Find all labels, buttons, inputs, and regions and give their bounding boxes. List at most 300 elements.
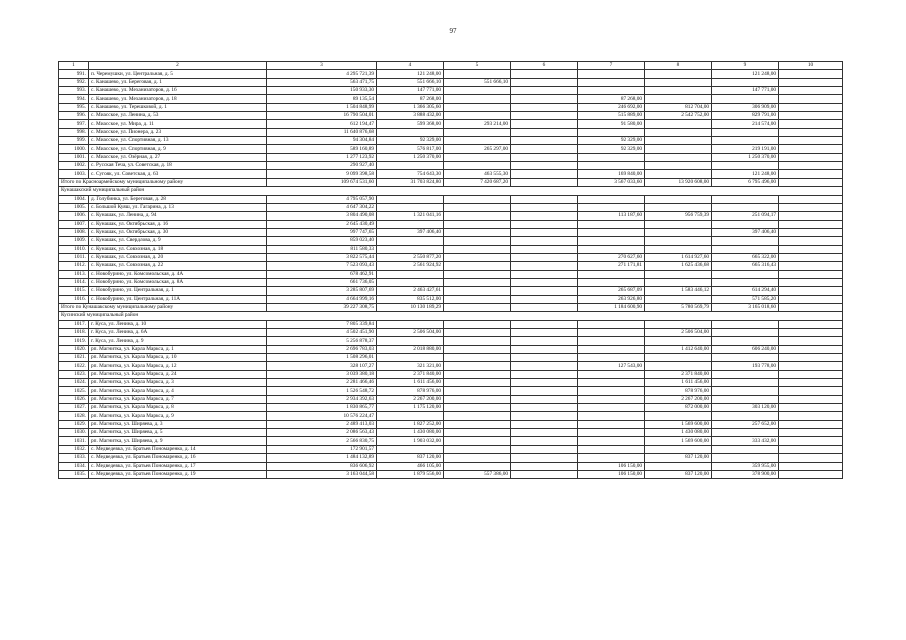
amount-cell (779, 112, 843, 120)
amount-cell (578, 404, 645, 412)
amount-cell: 397 406,40 (712, 228, 779, 236)
amount-cell (578, 345, 645, 353)
address-cell: д. Голубинка, ул. Береговая, д. 28 (89, 195, 267, 203)
amount-cell (444, 404, 511, 412)
address-cell: с. Кунашак, ул. Совхозная, д. 20 (89, 253, 267, 261)
amount-cell (779, 245, 843, 253)
amount-cell: 3 285 807,69 (267, 287, 377, 295)
table-row (59, 203, 843, 211)
amount-cell (779, 445, 843, 453)
amount-cell (444, 203, 511, 211)
row-number-cell: 992. (59, 78, 89, 86)
address-cell: с. Миасское, ул. Мира, д. 11 (89, 120, 267, 128)
amount-cell (712, 412, 779, 420)
address-cell: с. Миасское, ул. Спортивная, д. 13 (89, 137, 267, 145)
amount-cell (444, 253, 511, 261)
amount-cell: 1 484 132,89 (267, 454, 377, 462)
amount-cell: 571 585,20 (712, 295, 779, 303)
total-value-cell: 6 795 496,00 (712, 178, 779, 186)
amount-cell: 515 889,00 (578, 112, 645, 120)
amount-cell: 3 163 044,58 (267, 470, 377, 478)
amount-cell: 113 187,60 (578, 212, 645, 220)
amount-cell: 2 267 200,00 (645, 395, 712, 403)
amount-cell (444, 112, 511, 120)
amount-cell (779, 153, 843, 161)
amount-cell (645, 87, 712, 95)
column-number-header: 2 (89, 62, 267, 70)
amount-cell: 1 583 446,12 (645, 287, 712, 295)
amount-cell (645, 203, 712, 211)
address-cell: с. Канашево, ул. Механизаторов, д. 18 (89, 95, 267, 103)
amount-cell (444, 337, 511, 345)
amount-cell (511, 278, 578, 286)
amount-cell (444, 387, 511, 395)
amount-cell (712, 429, 779, 437)
amount-cell (712, 329, 779, 337)
amount-cell: 121 248,00 (712, 170, 779, 178)
amount-cell (511, 470, 578, 478)
amount-cell (712, 237, 779, 245)
table-row (59, 70, 843, 78)
amount-cell (444, 237, 511, 245)
amount-cell: 290 927,40 (267, 162, 377, 170)
table-row (59, 470, 843, 478)
address-cell: с. Канашево, ул. Береговая, д. 1 (89, 78, 267, 86)
amount-cell (511, 220, 578, 228)
table-row (59, 112, 843, 120)
amount-cell: 328 107,27 (267, 362, 377, 370)
amount-cell: 251 094,17 (712, 212, 779, 220)
address-cell: рп. Магнитка, ул. Карла Маркса, д. 3 (89, 379, 267, 387)
amount-cell (779, 287, 843, 295)
district-total-row (59, 178, 843, 186)
amount-cell: 563 471,75 (267, 78, 377, 86)
amount-cell: 94 304,84 (267, 137, 377, 145)
amount-cell: 2 506 504,00 (645, 329, 712, 337)
amount-cell (444, 220, 511, 228)
row-number-cell: 999. (59, 137, 89, 145)
amount-cell (779, 320, 843, 328)
amount-cell: 1 321 041,16 (377, 212, 444, 220)
amount-cell (645, 354, 712, 362)
address-cell: п. Черемушки, ул. Центральная, д. 5 (89, 70, 267, 78)
amount-cell (444, 345, 511, 353)
table-row (59, 212, 843, 220)
amount-cell (377, 354, 444, 362)
amount-cell: 551 666,10 (377, 78, 444, 86)
amount-cell: 121 248,00 (377, 70, 444, 78)
amount-cell (377, 320, 444, 328)
amount-cell (712, 270, 779, 278)
amount-cell (779, 87, 843, 95)
table-row (59, 329, 843, 337)
table-row (59, 345, 843, 353)
amount-cell: 1 250 370,00 (377, 153, 444, 161)
amount-cell: 872 000,00 (645, 404, 712, 412)
amount-cell (444, 162, 511, 170)
amount-cell: 2 086 563,43 (267, 429, 377, 437)
amount-cell (511, 212, 578, 220)
table-row (59, 228, 843, 236)
amount-cell (444, 429, 511, 437)
amount-cell (444, 370, 511, 378)
amount-cell (444, 437, 511, 445)
column-number-header: 10 (779, 62, 843, 70)
amount-cell (578, 195, 645, 203)
amount-cell: 1 430 080,00 (645, 429, 712, 437)
amount-cell (511, 445, 578, 453)
amount-cell (511, 462, 578, 470)
amount-cell: 837 120,00 (377, 454, 444, 462)
amount-cell (511, 120, 578, 128)
amount-cell (779, 78, 843, 86)
amount-cell (779, 295, 843, 303)
amount-cell: 678 462,91 (267, 270, 377, 278)
amount-cell (511, 420, 578, 428)
amount-cell: 321 321,00 (377, 362, 444, 370)
amount-cell (645, 445, 712, 453)
row-number-cell: 998. (59, 128, 89, 136)
amount-cell (511, 454, 578, 462)
amount-cell (511, 128, 578, 136)
amount-cell (645, 320, 712, 328)
amount-cell: 92 329,00 (377, 137, 444, 145)
amount-cell: 859 023,40 (267, 237, 377, 245)
amount-cell: 87 268,00 (578, 95, 645, 103)
address-cell: с. Новобурино, ул. Центральная, д. 1 (89, 287, 267, 295)
total-value-cell: 109 674 531,60 (267, 178, 377, 186)
amount-cell (645, 278, 712, 286)
amount-cell (511, 170, 578, 178)
row-number-cell: 1004. (59, 195, 89, 203)
amount-cell: 306 909,00 (712, 103, 779, 111)
amount-cell: 3 804 490,08 (267, 212, 377, 220)
total-value-cell: 1 184 600,90 (578, 303, 645, 311)
amount-cell (712, 354, 779, 362)
amount-cell: 754 643,30 (377, 170, 444, 178)
amount-cell: 1 277 123,92 (267, 153, 377, 161)
amount-cell (779, 203, 843, 211)
amount-cell: 1 827 252,00 (377, 420, 444, 428)
address-cell: с. Кунашак, ул. Октябрьская, д. 16 (89, 220, 267, 228)
table-row (59, 404, 843, 412)
amount-cell (645, 153, 712, 161)
amount-cell (511, 295, 578, 303)
amount-cell (511, 245, 578, 253)
amount-cell (377, 237, 444, 245)
amount-cell (645, 270, 712, 278)
address-cell: г. Куса, ул. Ленина, д. 6А (89, 329, 267, 337)
address-cell: с. Новобурино, ул. Комсомольская, д. 8А (89, 278, 267, 286)
amount-cell (444, 329, 511, 337)
amount-cell (377, 270, 444, 278)
amount-cell (444, 262, 511, 270)
address-cell: г. Куса, ул. Ленина, д. 10 (89, 320, 267, 328)
amount-cell: 665 316,43 (712, 262, 779, 270)
amount-cell (578, 429, 645, 437)
amount-cell (444, 287, 511, 295)
column-number-header: 5 (444, 62, 511, 70)
amount-cell: 2 542 752,00 (645, 112, 712, 120)
address-cell: рп. Магнитка, ул. Ширяева, д. 9 (89, 437, 267, 445)
amount-cell (712, 245, 779, 253)
amount-cell: 271 171,81 (578, 262, 645, 270)
table-row (59, 103, 843, 111)
amount-cell (511, 370, 578, 378)
row-number-cell: 1013. (59, 270, 89, 278)
amount-cell (712, 320, 779, 328)
row-number-cell: 1016. (59, 295, 89, 303)
amount-cell (712, 454, 779, 462)
row-number-cell: 1030. (59, 429, 89, 437)
row-number-cell: 1010. (59, 245, 89, 253)
row-number-cell: 1017. (59, 320, 89, 328)
municipality-section-row (59, 187, 843, 195)
amount-cell (645, 237, 712, 245)
address-cell: рп. Магнитка, ул. Карла Маркса, д. 7 (89, 395, 267, 403)
amount-cell (779, 454, 843, 462)
amount-cell (779, 270, 843, 278)
amount-cell: 270 627,60 (578, 253, 645, 261)
amount-cell (511, 395, 578, 403)
amount-cell: 829 791,00 (712, 112, 779, 120)
amount-cell (712, 337, 779, 345)
amount-cell: 1 569 600,00 (645, 437, 712, 445)
amount-cell: 92 329,00 (578, 137, 645, 145)
amount-cell: 551 666,10 (444, 78, 511, 86)
amount-cell (578, 412, 645, 420)
amount-cell (377, 220, 444, 228)
section-title: Кунашакский муниципальный район (59, 187, 843, 195)
amount-cell (779, 103, 843, 111)
address-cell: рп. Магнитка, ул. Карла Маркса, д. 1 (89, 345, 267, 353)
amount-cell (645, 295, 712, 303)
amount-cell: 2 281 466,46 (267, 379, 377, 387)
amount-cell: 1 830 865,77 (267, 404, 377, 412)
address-cell: рп. Магнитка, ул. Карла Маркса, д. 8 (89, 404, 267, 412)
amount-cell (444, 153, 511, 161)
table-row (59, 145, 843, 153)
amount-cell (377, 245, 444, 253)
row-number-cell: 1031. (59, 437, 89, 445)
amount-cell: 614 294,40 (712, 287, 779, 295)
amount-cell (779, 128, 843, 136)
amount-cell: 589 160,89 (267, 145, 377, 153)
amount-cell (578, 237, 645, 245)
amount-cell (779, 387, 843, 395)
address-cell: с. Канашево, ул. Механизаторов, д. 16 (89, 87, 267, 95)
amount-cell (511, 320, 578, 328)
amount-cell: 606 240,00 (712, 345, 779, 353)
row-number-cell: 1014. (59, 278, 89, 286)
table-row (59, 245, 843, 253)
address-cell: с. Медведевка, ул. Братьев Пономаренко, д. 16 (89, 454, 267, 462)
amount-cell (645, 195, 712, 203)
amount-cell (578, 153, 645, 161)
amount-cell (511, 203, 578, 211)
address-cell: с. Кунашак, ул. Ленина, д. 94 (89, 212, 267, 220)
amount-cell: 106 150,00 (578, 462, 645, 470)
total-value-cell: 5 780 569,79 (645, 303, 712, 311)
table-row (59, 370, 843, 378)
amount-cell (511, 145, 578, 153)
amount-cell: 1 879 556,00 (377, 470, 444, 478)
amount-cell: 1 625 436,68 (645, 262, 712, 270)
address-cell: рп. Магнитка, ул. Карла Маркса, д. 4 (89, 387, 267, 395)
amount-cell (578, 454, 645, 462)
amount-cell (712, 379, 779, 387)
amount-cell: 1 611 456,00 (377, 379, 444, 387)
amount-cell (578, 387, 645, 395)
amount-cell (444, 87, 511, 95)
table-row (59, 379, 843, 387)
amount-cell (444, 137, 511, 145)
amount-cell (779, 95, 843, 103)
amount-cell (444, 228, 511, 236)
amount-cell: 106 150,00 (578, 470, 645, 478)
total-value-cell (779, 303, 843, 311)
address-cell: с. Новобурино, ул. Центральная, д. 11А (89, 295, 267, 303)
amount-cell (511, 103, 578, 111)
amount-cell (578, 245, 645, 253)
amount-cell: 1 412 640,00 (645, 345, 712, 353)
row-number-cell: 994. (59, 95, 89, 103)
address-cell: рп. Магнитка, ул. Карла Маркса, д. 10 (89, 354, 267, 362)
amount-cell: 214 574,00 (712, 120, 779, 128)
amount-cell (377, 203, 444, 211)
amount-cell (444, 295, 511, 303)
amount-cell (645, 137, 712, 145)
amount-cell (578, 437, 645, 445)
amount-cell (779, 462, 843, 470)
column-number-header: 6 (511, 62, 578, 70)
amount-cell (712, 137, 779, 145)
amount-cell: 397 406,40 (377, 228, 444, 236)
table-row (59, 354, 843, 362)
total-value-cell: 13 920 608,00 (645, 178, 712, 186)
table-row (59, 412, 843, 420)
address-cell: с. Медведевка, ул. Братьев Пономаренко, д. 14 (89, 445, 267, 453)
amount-cell (779, 404, 843, 412)
amount-cell (712, 195, 779, 203)
amount-cell (779, 120, 843, 128)
amount-cell: 7 805 339,84 (267, 320, 377, 328)
row-number-cell: 1018. (59, 329, 89, 337)
amount-cell: 147 771,00 (712, 87, 779, 95)
amount-cell (779, 470, 843, 478)
row-number-cell: 1009. (59, 237, 89, 245)
amount-cell (578, 337, 645, 345)
row-number-cell: 1007. (59, 220, 89, 228)
amount-cell: 246 692,00 (578, 103, 645, 111)
address-cell: с. Большой Куяш, ул. Гагарина, д. 13 (89, 203, 267, 211)
amount-cell (444, 454, 511, 462)
table-row (59, 395, 843, 403)
amount-cell: 219 191,00 (712, 145, 779, 153)
amount-cell (779, 395, 843, 403)
page-number: 97 (449, 27, 457, 35)
amount-cell (511, 329, 578, 337)
amount-cell (444, 395, 511, 403)
table-row (59, 287, 843, 295)
amount-cell (645, 462, 712, 470)
table-row (59, 253, 843, 261)
total-value-cell (444, 303, 511, 311)
column-number-header: 1 (59, 62, 89, 70)
row-number-cell: 1008. (59, 228, 89, 236)
table-row (59, 454, 843, 462)
table-row (59, 237, 843, 245)
amount-cell: 837 120,00 (645, 454, 712, 462)
amount-cell: 2 506 504,00 (377, 329, 444, 337)
amount-cell (645, 362, 712, 370)
amount-cell (511, 137, 578, 145)
amount-cell: 91 580,00 (578, 120, 645, 128)
amount-cell: 10 576 224,47 (267, 412, 377, 420)
amount-cell (779, 195, 843, 203)
amount-cell (645, 70, 712, 78)
row-number-cell: 1022. (59, 362, 89, 370)
amount-cell: 1 430 080,00 (377, 429, 444, 437)
table-row (59, 195, 843, 203)
amount-cell: 835 512,00 (377, 295, 444, 303)
amount-cell (444, 362, 511, 370)
address-cell: с. Миасское, ул. Пионера, д. 23 (89, 128, 267, 136)
amount-cell: 92 329,00 (578, 145, 645, 153)
amount-cell (578, 162, 645, 170)
amount-cell (444, 270, 511, 278)
address-cell: с. Кунашак, ул. Октябрьская, д. 30 (89, 228, 267, 236)
amount-cell: 811 580,33 (267, 245, 377, 253)
amount-cell (444, 212, 511, 220)
amount-cell: 9 099 398,58 (267, 170, 377, 178)
row-number-cell: 1033. (59, 454, 89, 462)
table-row (59, 137, 843, 145)
total-value-cell: 7 420 687,20 (444, 178, 511, 186)
address-cell: рп. Магнитка, ул. Карла Маркса, д. 12 (89, 362, 267, 370)
amount-cell (645, 95, 712, 103)
table-row (59, 220, 843, 228)
row-number-cell: 1032. (59, 445, 89, 453)
column-number-header: 9 (712, 62, 779, 70)
amount-cell (712, 128, 779, 136)
row-number-cell: 1025. (59, 387, 89, 395)
amount-cell (444, 354, 511, 362)
amount-cell: 463 555,30 (444, 170, 511, 178)
table-row (59, 78, 843, 86)
amount-cell: 2 371 840,00 (645, 370, 712, 378)
amount-cell: 150 933,30 (267, 87, 377, 95)
row-number-cell: 991. (59, 70, 89, 78)
table-row (59, 95, 843, 103)
section-title: Кусинский муниципальный район (59, 312, 843, 320)
amount-cell: 293 214,00 (444, 120, 511, 128)
amount-cell (578, 395, 645, 403)
amount-cell (377, 337, 444, 345)
amount-cell (779, 253, 843, 261)
amount-cell (511, 387, 578, 395)
column-number-header: 3 (267, 62, 377, 70)
amount-cell: 2 550 877,20 (377, 253, 444, 261)
amount-cell: 557 386,00 (444, 470, 511, 478)
table-row (59, 128, 843, 136)
address-cell: с. Миасское, ул. Спортивная, д. 9 (89, 145, 267, 153)
amount-cell (779, 262, 843, 270)
amount-cell (712, 278, 779, 286)
address-cell: г. Куса, ул. Ленина, д. 9 (89, 337, 267, 345)
amount-cell (779, 420, 843, 428)
amount-cell (511, 112, 578, 120)
